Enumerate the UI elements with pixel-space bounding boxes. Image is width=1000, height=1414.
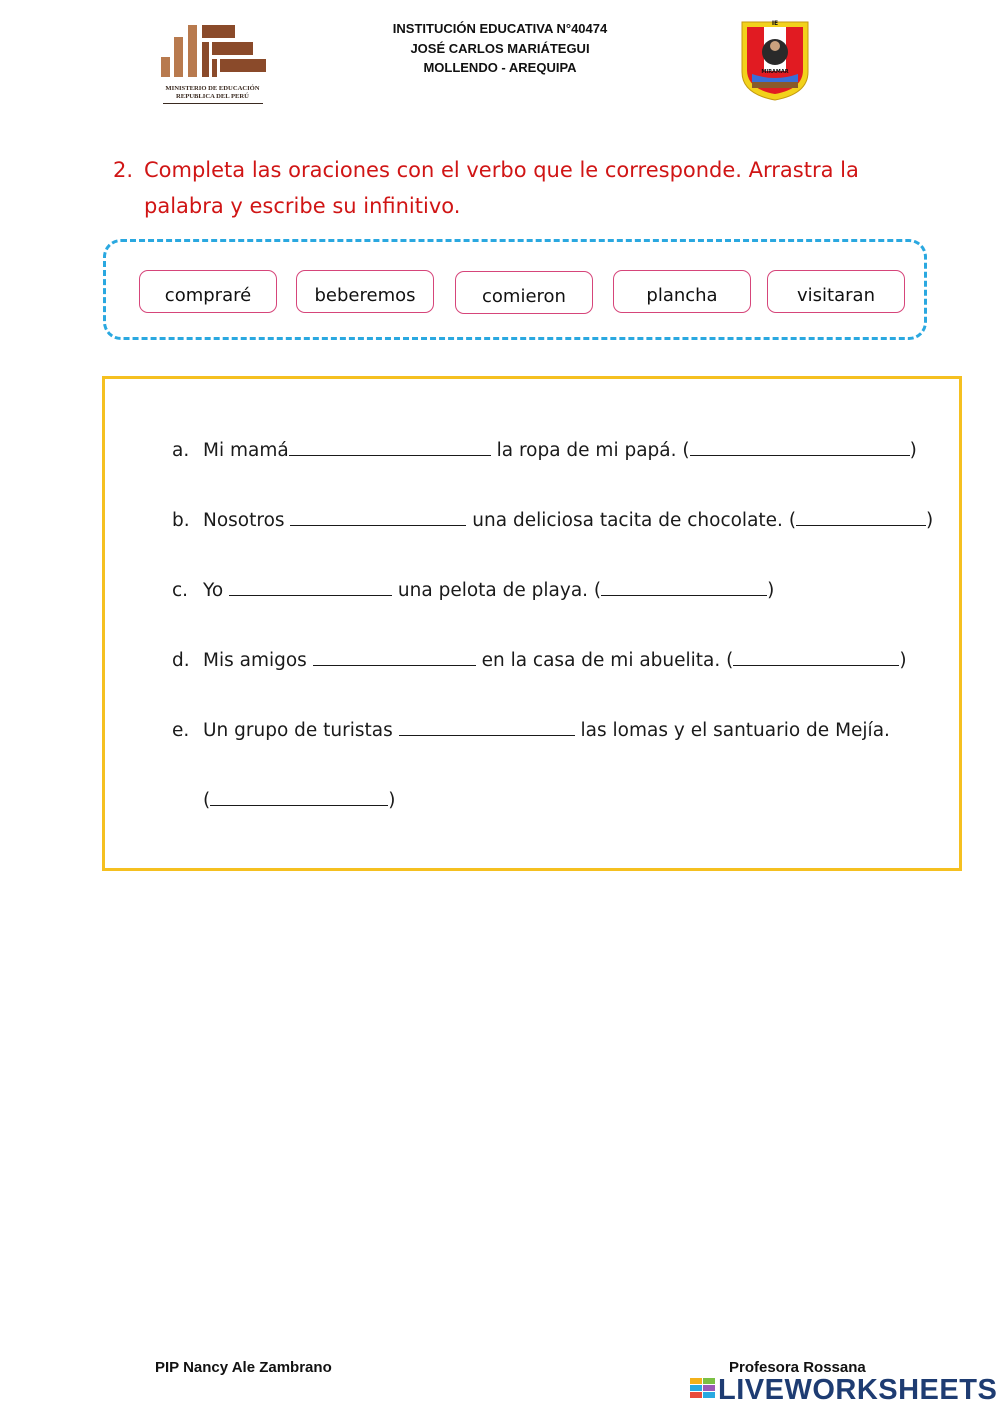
sentence-text-after: una deliciosa tacita de chocolate. xyxy=(466,510,789,531)
ministry-caption-line-1: MINISTERIO DE EDUCACIÓN xyxy=(165,85,260,92)
sentence-text-before: Yo xyxy=(203,580,230,601)
sentence-e-infinitive xyxy=(203,787,395,813)
school-crest-icon xyxy=(738,16,812,102)
sentence-text-before: Nosotros xyxy=(203,510,291,531)
instruction xyxy=(113,152,913,224)
infinitive-blank-b[interactable] xyxy=(796,507,926,526)
sentence-text-after: las lomas y el santuario de Mejía. xyxy=(574,720,890,741)
footer-author-right: Profesora Rossana xyxy=(729,1359,866,1376)
infinitive-blank-a[interactable] xyxy=(690,437,910,456)
ministry-logo-bars-icon xyxy=(155,22,270,92)
sentence-letter: e. xyxy=(172,720,190,741)
sentence-text-after: la ropa de mi papá. xyxy=(490,440,683,461)
word-chip-comprare[interactable]: compraré xyxy=(139,270,277,313)
instruction-line-1: Completa las oraciones con el verbo que le corresponde. Arrastra la xyxy=(144,158,859,182)
sentence-letter: c. xyxy=(172,580,189,601)
infinitive-blank-e[interactable] xyxy=(210,787,388,806)
crest-label-ie: IE xyxy=(771,20,779,27)
word-chip-comieron[interactable]: comieron xyxy=(455,271,593,314)
infinitive-blank-c[interactable] xyxy=(601,577,767,596)
instruction-line-2: palabra y escribe su infinitivo. xyxy=(144,194,461,218)
paren-close: ) xyxy=(909,440,917,461)
sentence-text-before: Mi mamá xyxy=(203,440,289,461)
sentence-text-before: Un grupo de turistas xyxy=(203,720,399,741)
sentence-b xyxy=(172,507,933,533)
verb-blank-d[interactable] xyxy=(313,647,476,666)
paren-open: ( xyxy=(682,440,690,461)
instruction-number: 2. xyxy=(113,158,134,182)
sentence-text-after: una pelota de playa. xyxy=(392,580,594,601)
paren-open: ( xyxy=(726,650,734,671)
sentence-e xyxy=(172,717,890,743)
sentence-text-before: Mis amigos xyxy=(203,650,313,671)
sentence-a xyxy=(172,437,917,463)
ministry-caption-line-2: REPUBLICA DEL PERÚ xyxy=(176,93,249,100)
sentence-d xyxy=(172,647,907,673)
sentence-letter: a. xyxy=(172,440,190,461)
paren-open: ( xyxy=(593,580,602,601)
word-chip-beberemos[interactable]: beberemos xyxy=(296,270,434,313)
ministry-logo xyxy=(155,22,270,110)
sentence-c xyxy=(172,577,774,603)
school-line-1: INSTITUCIÓN EDUCATIVA N°40474 xyxy=(392,21,608,36)
sentence-letter: b. xyxy=(172,510,190,531)
sentence-text-after: en la casa de mi abuelita. xyxy=(475,650,727,671)
footer-author-left: PIP Nancy Ale Zambrano xyxy=(155,1359,332,1376)
paren-close: ) xyxy=(926,510,934,531)
sentence-letter: d. xyxy=(172,650,190,671)
paren-close: ) xyxy=(388,790,396,811)
crest-label-miramar: MIRAMAR xyxy=(761,69,789,75)
paren-open: ( xyxy=(203,790,211,811)
verb-blank-c[interactable] xyxy=(229,577,392,596)
school-line-3: MOLLENDO - AREQUIPA xyxy=(423,60,577,75)
verb-blank-b[interactable] xyxy=(290,507,466,526)
word-chip-plancha[interactable]: plancha xyxy=(613,270,751,313)
paren-open: ( xyxy=(788,510,797,531)
paren-close: ) xyxy=(767,580,775,601)
verb-blank-a[interactable] xyxy=(289,437,491,456)
infinitive-blank-d[interactable] xyxy=(733,647,899,666)
liveworksheets-squares-icon xyxy=(690,1378,716,1404)
paren-close: ) xyxy=(899,650,907,671)
school-line-2: JOSÉ CARLOS MARIÁTEGUI xyxy=(410,40,590,56)
liveworksheets-wordmark: LIVEWORKSHEETS xyxy=(718,1374,998,1406)
school-header xyxy=(330,19,670,78)
verb-blank-e[interactable] xyxy=(399,717,575,736)
word-chip-visitaran[interactable]: visitaran xyxy=(767,270,905,313)
